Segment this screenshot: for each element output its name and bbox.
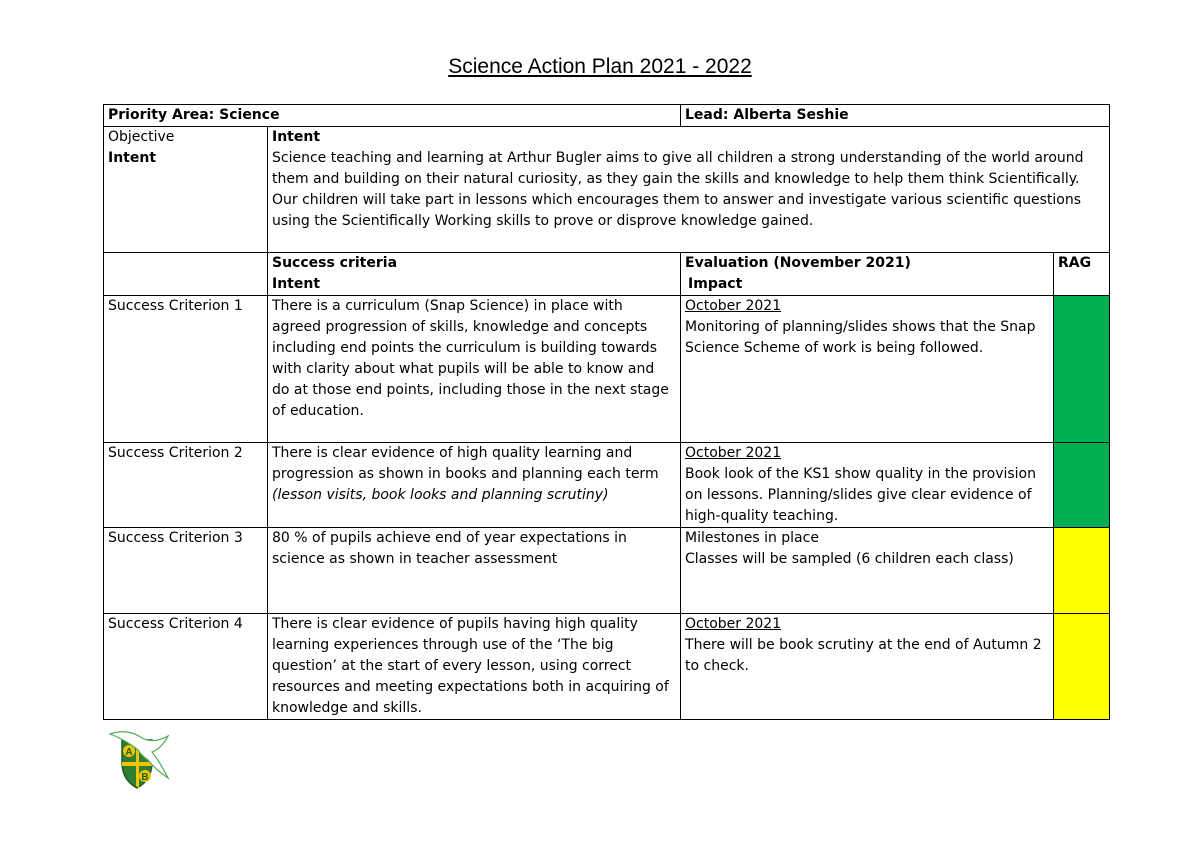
evaluation-title: Evaluation (November 2021) [685, 255, 911, 271]
evaluation-text-2: Classes will be sampled (6 children each class) [685, 551, 1014, 567]
objective-content [268, 127, 1110, 253]
priority-area: Priority Area: Science [104, 105, 681, 127]
criterion-text: There is clear evidence of high quality learning and progression as shown in books and planning each term [272, 445, 659, 482]
criterion-label: Success Criterion 1 [104, 296, 268, 443]
empty-header-cell [104, 253, 268, 296]
evaluation-cell [681, 614, 1054, 720]
evaluation-cell [681, 443, 1054, 528]
criterion-cell [268, 443, 681, 528]
criterion-label: Success Criterion 4 [104, 614, 268, 720]
criterion-text: 80 % of pupils achieve end of year expectations in science as shown in teacher assessment [268, 528, 681, 614]
table-row [104, 528, 1110, 614]
evaluation-cell [681, 296, 1054, 443]
success-criteria-header [268, 253, 681, 296]
rag-header: RAG [1054, 253, 1110, 296]
school-crest-icon [108, 726, 174, 792]
objective-label: Objective [108, 129, 175, 145]
criterion-label: Success Criterion 3 [104, 528, 268, 614]
rag-status-green [1054, 443, 1110, 528]
criterion-text: There is a curriculum (Snap Science) in place with agreed progression of skills, knowledge and concepts including end points the curriculum is building towards with clarity about what pupils will be able to know and do at those end points, including those in the next stage of education. [268, 296, 681, 443]
objective-sublabel: Intent [108, 150, 157, 166]
table-row [104, 296, 1110, 443]
column-header-row [104, 253, 1110, 296]
evaluation-text: Book look of the KS1 show quality in the provision on lessons. Planning/slides give clear evidence of high-quality teaching. [685, 466, 1036, 524]
evaluation-date: October 2021 [685, 616, 782, 632]
evaluation-cell [681, 528, 1054, 614]
objective-heading: Intent [272, 129, 321, 145]
success-criteria-title: Success criteria [272, 255, 398, 271]
table-row [104, 614, 1110, 720]
rag-status-green [1054, 296, 1110, 443]
action-plan-table [103, 104, 1109, 720]
objective-text: Science teaching and learning at Arthur Bugler aims to give all children a strong understanding of the world around them and building on their natural curiosity, as they gain the skills and knowledge to help them think Scientifically. Our children will take part in lessons which encourages them to answer and investigate various scientific questions using the Scientifically Working skills to prove or disprove knowledge gained. [272, 150, 1084, 229]
objective-label-cell [104, 127, 268, 253]
header-row [104, 105, 1110, 127]
criterion-note: (lesson visits, book looks and planning scrutiny) [272, 487, 609, 503]
page-title: Science Action Plan 2021 - 2022 [448, 55, 752, 78]
rag-status-yellow [1054, 528, 1110, 614]
criterion-text: There is clear evidence of pupils having high quality learning experiences through use of the ‘The big question’ at the start of every lesson, using correct resources and meeting expectations both in acquiring of knowledge and skills. [268, 614, 681, 720]
criterion-label: Success Criterion 2 [104, 443, 268, 528]
evaluation-text: Milestones in place [685, 530, 819, 546]
evaluation-text: There will be book scrutiny at the end of Autumn 2 to check. [685, 637, 1042, 674]
objective-row [104, 127, 1110, 253]
lead: Lead: Alberta Seshie [681, 105, 1110, 127]
table-row [104, 443, 1110, 528]
success-criteria-subtitle: Intent [272, 276, 321, 292]
evaluation-subtitle: Impact [688, 276, 743, 292]
evaluation-date: October 2021 [685, 298, 782, 314]
evaluation-header [681, 253, 1054, 296]
evaluation-date: October 2021 [685, 445, 782, 461]
evaluation-text: Monitoring of planning/slides shows that the Snap Science Scheme of work is being followed. [685, 319, 1036, 356]
svg-text:B: B [141, 772, 149, 783]
rag-status-yellow [1054, 614, 1110, 720]
svg-text:A: A [125, 747, 133, 758]
